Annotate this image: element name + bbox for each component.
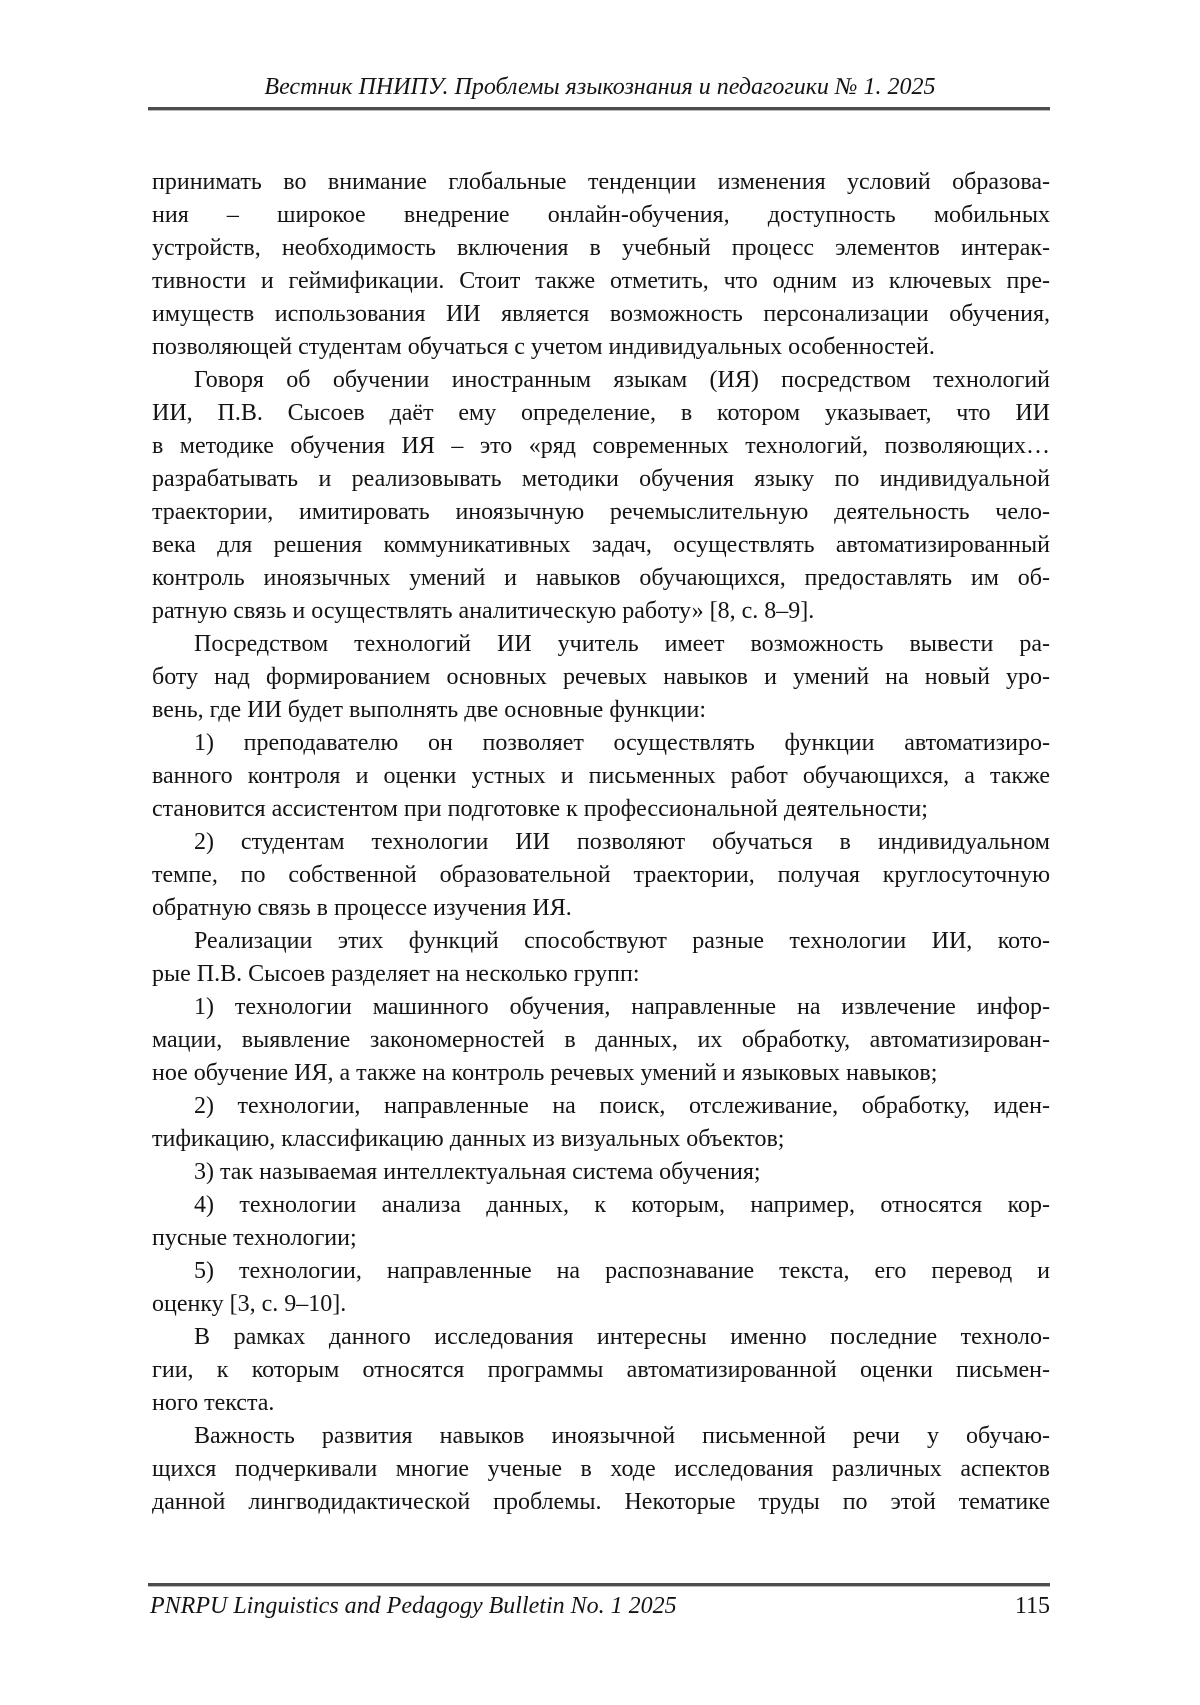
text-line: 2) студентам технологии ИИ позволяют обучаться в индивидуальном [194,829,1050,855]
text-line: ИИ, П.В. Сысоев даёт ему определение, в котором указывает, что ИИ [152,400,1050,426]
footer-divider [148,1583,1050,1586]
text-line: тификацию, классификацию данных из визуальных объектов; [152,1126,785,1152]
header-divider [148,107,1050,110]
text-line: ратную связь и осуществлять аналитическую работу» [8, с. 8–9]. [152,598,815,624]
text-line: позволяющей студентам обучаться с учетом индивидуальных особенностей. [152,334,935,360]
text-line: становится ассистентом при подготовке к профессиональной деятельности; [152,796,928,822]
text-line: ванного контроля и оценки устных и письменных работ обучающихся, а также [152,763,1050,789]
text-line: ное обучение ИЯ, а также на контроль речевых умений и языковых навыков; [152,1060,938,1086]
journal-footer-title: PNRPU Linguistics and Pedagogy Bulletin No. 1 2025 [150,1593,677,1619]
text-line: устройств, необходимость включения в учебный процесс элементов интерак- [152,235,1050,261]
text-line: разрабатывать и реализовывать методики обучения языку по индивидуальной [152,466,1050,492]
page-footer [150,1593,1050,1620]
text-line: обратную связь в процессе изучения ИЯ. [152,895,572,921]
text-line: Важность развития навыков иноязычной письменной речи у обучаю- [194,1423,1050,1449]
text-line: пусные технологии; [152,1225,357,1251]
text-line: века для решения коммуникативных задач, осуществлять автоматизированный [152,532,1050,558]
text-line: мации, выявление закономерностей в данных, их обработку, автоматизирован- [152,1027,1050,1053]
text-line: в методике обучения ИЯ – это «ряд современных технологий, позволяющих… [152,433,1050,459]
journal-header-title: Вестник ПНИПУ. Проблемы языкознания и педагогики № 1. 2025 [264,74,936,100]
text-line: контроль иноязычных умений и навыков обучающихся, предоставлять им об- [152,565,1050,591]
text-line: ного текста. [152,1390,275,1416]
text-line: траектории, имитировать иноязычную речемыслительную деятельность чело- [152,499,1050,525]
body-text [152,166,1050,1519]
text-line: 3) так называемая интеллектуальная система обучения; [194,1159,761,1185]
text-line: рые П.В. Сысоев разделяет на несколько групп: [152,961,640,987]
text-line: боту над формированием основных речевых навыков и умений на новый уро- [152,664,1050,690]
text-line: Посредством технологий ИИ учитель имеет возможность вывести ра- [194,631,1050,657]
text-line: ния – широкое внедрение онлайн-обучения, доступность мобильных [152,202,1050,228]
text-line: оценку [3, с. 9–10]. [152,1291,347,1317]
text-line: гии, к которым относятся программы автоматизированной оценки письмен- [152,1357,1050,1383]
text-line: 4) технологии анализа данных, к которым, например, относятся кор- [194,1192,1050,1218]
text-line: Говоря об обучении иностранным языкам (ИЯ) посредством технологий [194,367,1050,393]
text-line: 5) технологии, направленные на распознавание текста, его перевод и [194,1258,1050,1284]
text-line: вень, где ИИ будет выполнять две основные функции: [152,697,706,723]
text-line: темпе, по собственной образовательной траектории, получая круглосуточную [152,862,1050,888]
text-line: щихся подчеркивали многие ученые в ходе исследования различных аспектов [152,1456,1050,1482]
text-line: Реализации этих функций способствуют разные технологии ИИ, кото- [194,928,1050,954]
text-line: 1) технологии машинного обучения, направленные на извлечение инфор- [194,994,1050,1020]
text-line: В рамках данного исследования интересны именно последние техноло- [194,1324,1050,1350]
text-line: данной лингводидактической проблемы. Некоторые труды по этой тематике [152,1489,1050,1515]
text-line: имуществ использования ИИ является возможность персонализации обучения, [152,301,1050,327]
text-line: 1) преподавателю он позволяет осуществлять функции автоматизиро- [194,730,1050,756]
text-line: принимать во внимание глобальные тенденции изменения условий образова- [152,169,1050,195]
page-number: 115 [1014,1593,1050,1619]
text-line: тивности и геймификации. Стоит также отметить, что одним из ключевых пре- [152,268,1050,294]
text-line: 2) технологии, направленные на поиск, отслеживание, обработку, иден- [194,1093,1050,1119]
